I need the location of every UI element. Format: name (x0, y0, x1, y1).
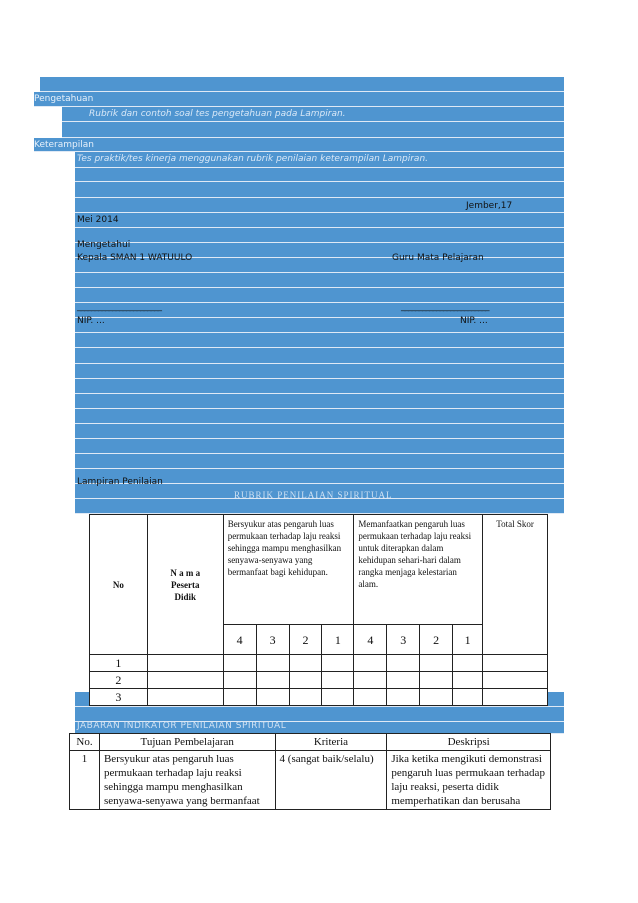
score-header: 2 (420, 625, 453, 655)
place-date-line-1: Jember,17 (466, 201, 513, 211)
indicator-title: JABARAN INDIKATOR PENILAIAN SPIRITUAL (77, 721, 287, 731)
signature-line-right: _________________________ (401, 302, 489, 312)
rubric-title: RUBRIK PENILAIAN SPIRITUAL (234, 490, 393, 500)
nip-right: NIP. ... (460, 316, 488, 326)
row-number: 2 (90, 672, 148, 689)
keterampilan-text: Tes praktik/tes kinerja menggunakan rubrik penilaian keterampilan Lampiran. (77, 154, 429, 164)
indicator-table (69, 733, 551, 810)
table-row (90, 655, 548, 672)
mengetahui-label: Mengetahui (77, 240, 131, 250)
row-number: 3 (90, 689, 148, 706)
header-total-skor: Total Skor (483, 515, 548, 655)
row-no: 1 (70, 751, 100, 810)
pengetahuan-text: Rubrik dan contoh soal tes pengetahuan pada Lampiran. (89, 109, 346, 119)
table-row (90, 689, 548, 706)
header-no: No. (70, 734, 100, 751)
place-date-line-2: Mei 2014 (77, 215, 119, 225)
header-no: No (90, 515, 148, 655)
score-header: 1 (322, 625, 354, 655)
score-header: 4 (354, 625, 387, 655)
score-header: 4 (223, 625, 256, 655)
indicator-header-row (70, 734, 551, 751)
row-number: 1 (90, 655, 148, 672)
pengetahuan-heading: Pengetahuan (34, 94, 94, 104)
lampiran-label: Lampiran Penilaian (77, 477, 163, 487)
score-header: 1 (453, 625, 483, 655)
header-criterion-2: Memanfaatkan pengaruh luas permukaan terhadap laju reaksi untuk diterapkan dalam kehidupan sehari-hari dalam rangka menjaga kelestarian alam. (354, 515, 483, 625)
header-kriteria: Kriteria (275, 734, 387, 751)
row-kriteria: 4 (sangat baik/selalu) (275, 751, 387, 810)
header-nama: N a m a Peserta Didik (147, 515, 223, 655)
table-row (70, 751, 551, 810)
guru-label: Guru Mata Pelajaran (392, 253, 484, 263)
header-deskripsi: Deskripsi (387, 734, 551, 751)
header-criterion-1: Bersyukur atas pengaruh luas permukaan terhadap laju reaksi sehingga mampu menghasilkan senyawa-senyawa yang bermanfaat bagi kehidupan. (223, 515, 354, 625)
score-header: 3 (256, 625, 289, 655)
signature-line-left: ________________________ (77, 302, 161, 312)
nip-left: NIP. ... (77, 316, 105, 326)
row-tujuan: Bersyukur atas pengaruh luas permukaan terhadap laju reaksi sehingga mampu menghasilkan senyawa-senyawa yang bermanfaat (99, 751, 275, 810)
header-tujuan: Tujuan Pembelajaran (99, 734, 275, 751)
rubric-table (89, 514, 548, 706)
score-header: 2 (289, 625, 322, 655)
kepala-sekolah-label: Kepala SMAN 1 WATUULO (77, 253, 193, 263)
keterampilan-heading: Keterampilan (34, 140, 94, 150)
score-header: 3 (387, 625, 420, 655)
row-deskripsi: Jika ketika mengikuti demonstrasi pengaruh luas permukaan terhadap laju reaksi, peserta didik memperhatikan dan berusaha (387, 751, 551, 810)
table-row (90, 672, 548, 689)
